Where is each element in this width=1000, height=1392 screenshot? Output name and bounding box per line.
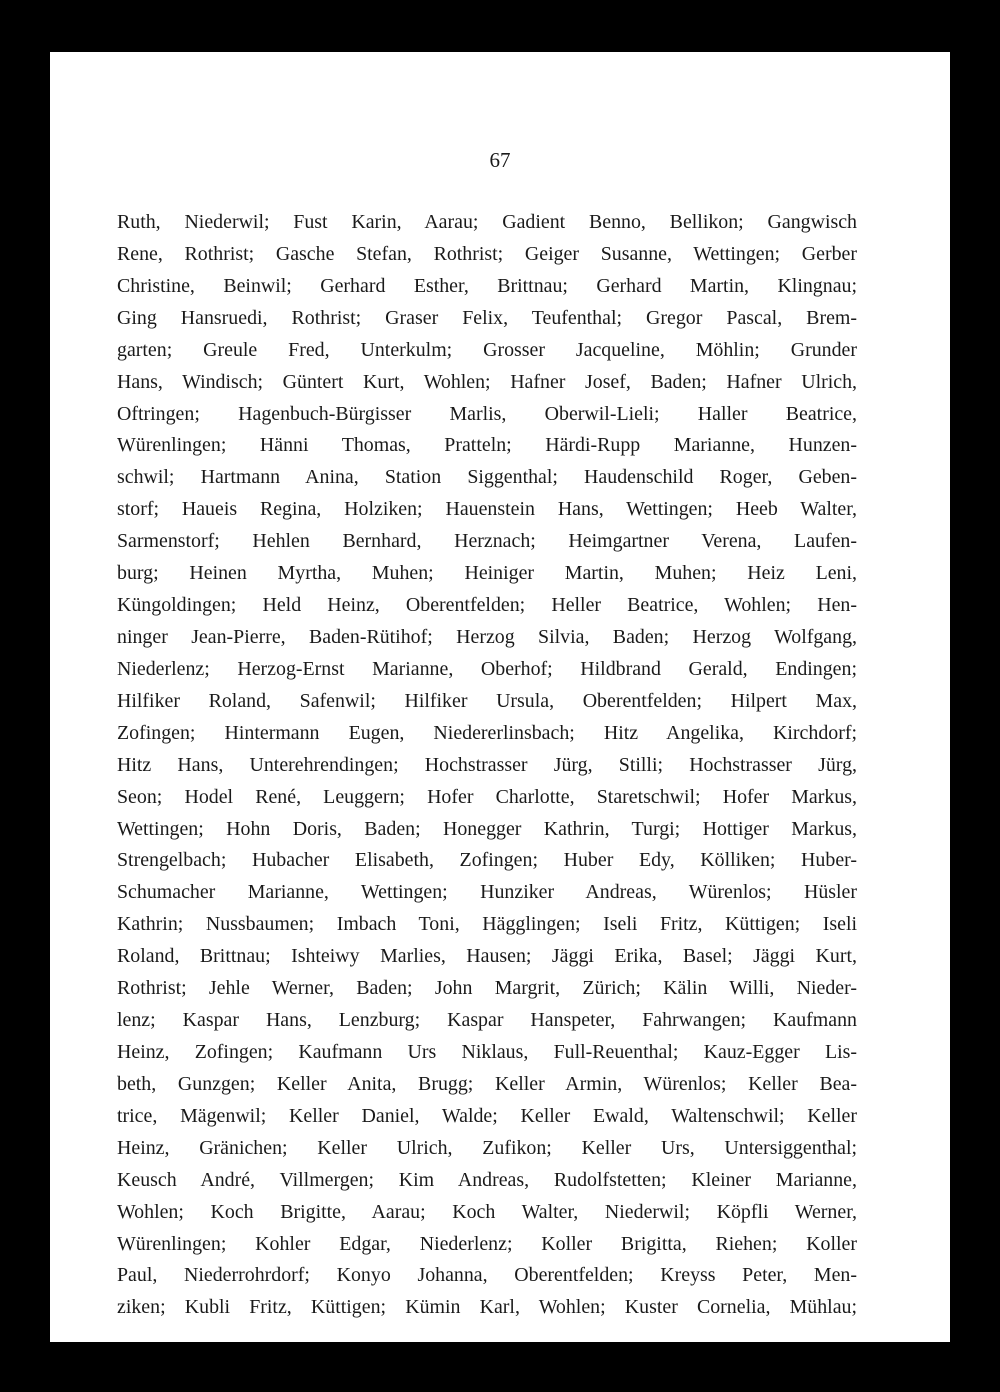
text-line: ziken; Kubli Fritz, Küttigen; Kümin Karl, Wohlen; Kuster Cornelia, Mühlau; <box>117 1296 857 1319</box>
page-number: 67 <box>489 148 511 172</box>
text-line: burg; Heinen Myrtha, Muhen; Heiniger Martin, Muhen; Heiz Leni, <box>117 562 857 585</box>
text-line: Rothrist; Jehle Werner, Baden; John Margrit, Zürich; Kälin Willi, Nieder- <box>117 977 857 1000</box>
text-line: Ging Hansruedi, Rothrist; Graser Felix, Teufenthal; Gregor Pascal, Brem- <box>117 306 857 329</box>
document-page <box>50 52 950 1342</box>
text-line: Ruth, Niederwil; Fust Karin, Aarau; Gadient Benno, Bellikon; Gangwisch <box>117 211 857 233</box>
text-line: Paul, Niederrohrdorf; Konyo Johanna, Oberentfelden; Kreyss Peter, Men- <box>117 1264 857 1287</box>
text-line: Roland, Brittnau; Ishteiwy Marlies, Hausen; Jäggi Erika, Basel; Jäggi Kurt, <box>117 945 857 968</box>
body-text <box>117 207 857 1324</box>
text-line: Heinz, Gränichen; Keller Ulrich, Zufikon; Keller Urs, Untersiggenthal; <box>117 1136 857 1159</box>
text-line: trice, Mägenwil; Keller Daniel, Walde; Keller Ewald, Waltenschwil; Keller <box>117 1104 857 1127</box>
text-line: garten; Greule Fred, Unterkulm; Grosser Jacqueline, Möhlin; Grunder <box>117 338 857 361</box>
text-line: Oftringen; Hagenbuch-Bürgisser Marlis, Oberwil-Lieli; Haller Beatrice, <box>117 402 857 425</box>
text-line: Rene, Rothrist; Gasche Stefan, Rothrist; Geiger Susanne, Wettingen; Gerber <box>117 242 857 265</box>
text-line: lenz; Kaspar Hans, Lenzburg; Kaspar Hanspeter, Fahrwangen; Kaufmann <box>117 1009 857 1032</box>
text-line: Hans, Windisch; Güntert Kurt, Wohlen; Hafner Josef, Baden; Hafner Ulrich, <box>117 370 857 393</box>
text-line: storf; Haueis Regina, Holziken; Hauenstein Hans, Wettingen; Heeb Walter, <box>117 498 857 521</box>
text-line: Christine, Beinwil; Gerhard Esther, Brittnau; Gerhard Martin, Klingnau; <box>117 274 857 297</box>
text-line: Schumacher Marianne, Wettingen; Hunziker Andreas, Würenlos; Hüsler <box>117 881 857 904</box>
text-line: Zofingen; Hintermann Eugen, Niedererlinsbach; Hitz Angelika, Kirchdorf; <box>117 721 857 744</box>
text-line: Sarmenstorf; Hehlen Bernhard, Herznach; Heimgartner Verena, Laufen- <box>117 530 857 553</box>
text-line: Seon; Hodel René, Leuggern; Hofer Charlotte, Staretschwil; Hofer Markus, <box>117 785 857 808</box>
text-line: Würenlingen; Hänni Thomas, Pratteln; Härdi-Rupp Marianne, Hunzen- <box>117 434 857 457</box>
text-line: Würenlingen; Kohler Edgar, Niederlenz; Koller Brigitta, Riehen; Koller <box>117 1232 857 1255</box>
text-line: ninger Jean-Pierre, Baden-Rütihof; Herzog Silvia, Baden; Herzog Wolfgang, <box>117 625 857 648</box>
text-line: Hitz Hans, Unterehrendingen; Hochstrasser Jürg, Stilli; Hochstrasser Jürg, <box>117 753 857 776</box>
text-line: schwil; Hartmann Anina, Station Siggenthal; Haudenschild Roger, Geben- <box>117 466 857 489</box>
text-line: Kathrin; Nussbaumen; Imbach Toni, Hägglingen; Iseli Fritz, Küttigen; Iseli <box>117 913 857 936</box>
text-line: Niederlenz; Herzog-Ernst Marianne, Oberhof; Hildbrand Gerald, Endingen; <box>117 657 857 680</box>
text-line: Hilfiker Roland, Safenwil; Hilfiker Ursula, Oberentfelden; Hilpert Max, <box>117 689 857 712</box>
text-line: Küngoldingen; Held Heinz, Oberentfelden; Heller Beatrice, Wohlen; Hen- <box>117 594 857 617</box>
text-line: Keusch André, Villmergen; Kim Andreas, Rudolfstetten; Kleiner Marianne, <box>117 1168 857 1191</box>
text-line: Strengelbach; Hubacher Elisabeth, Zofingen; Huber Edy, Kölliken; Huber- <box>117 849 857 872</box>
text-line: Wohlen; Koch Brigitte, Aarau; Koch Walter, Niederwil; Köpfli Werner, <box>117 1200 857 1223</box>
text-line: beth, Gunzgen; Keller Anita, Brugg; Keller Armin, Würenlos; Keller Bea- <box>117 1072 857 1095</box>
text-line: Wettingen; Hohn Doris, Baden; Honegger Kathrin, Turgi; Hottiger Markus, <box>117 817 857 840</box>
text-line: Heinz, Zofingen; Kaufmann Urs Niklaus, Full-Reuenthal; Kauz-Egger Lis- <box>117 1040 857 1063</box>
